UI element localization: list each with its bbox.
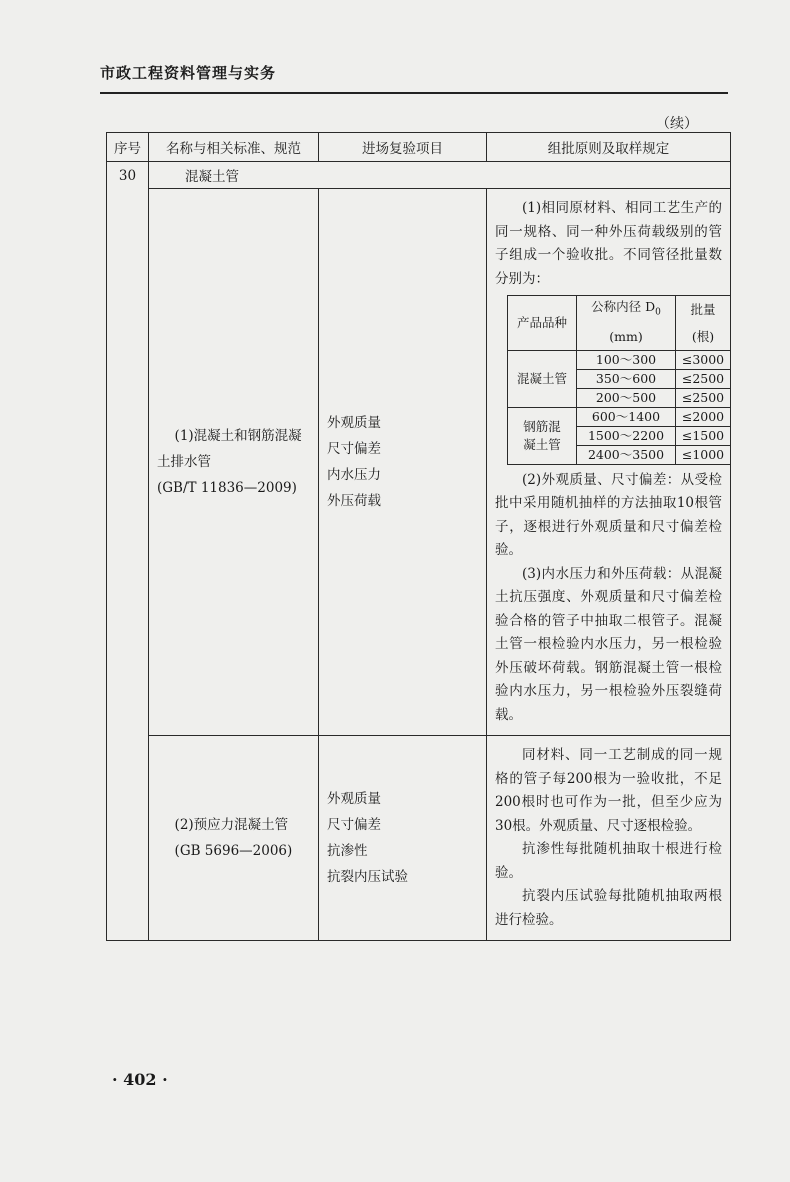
sub-header-unit-mm: (mm) [577, 324, 676, 351]
sub-row: 1500～2200 ≤1500 [508, 426, 731, 445]
running-head: 市政工程资料管理与实务 [100, 64, 277, 82]
sub-row: 200～500 ≤2500 [508, 388, 731, 407]
table-header-row [107, 133, 731, 162]
page-number: · 402 · [112, 1070, 168, 1089]
table-row [107, 736, 731, 941]
col-header-no: 序号 [107, 133, 149, 162]
rule-paragraph: 抗渗性每批随机抽取十根进行检验。 [495, 841, 722, 881]
rule-paragraph: 同材料、同一工艺制成的同一规格的管子每200根为一验收批，不足200根时也可作为一批，但至少应为30根。外观质量、尺寸逐根检验。 [495, 747, 722, 834]
rule-paragraph: (3)内水压力和外压荷载：从混凝土抗压强度、外观质量和尺寸偏差检验合格的管子中抽取二根管子。混凝土管一根检验内水压力，另一根检验外压破坏荷载。钢筋混凝土管一根检验内水压力，另一根检验外压裂缝荷载。 [495, 565, 722, 723]
row-number: 30 [107, 162, 149, 941]
acceptance-table [106, 132, 731, 941]
table-row [107, 162, 731, 189]
sub-header-unit-count: (根) [676, 324, 731, 351]
continued-label: （续） [656, 116, 698, 132]
batch-size-table [507, 295, 731, 465]
sampling-rules-cell [487, 189, 731, 736]
sub-row: 2400～3500 ≤1000 [508, 445, 731, 464]
sub-group-label: 钢筋混凝土管 [508, 407, 577, 464]
rule-paragraph: 抗裂内压试验每批随机抽取两根进行检验。 [495, 888, 722, 928]
recheck-items-cell: 外观质量 尺寸偏差 抗渗性 抗裂内压试验 [319, 736, 487, 941]
col-header-items: 进场复验项目 [319, 133, 487, 162]
sub-row: 350～600 ≤2500 [508, 369, 731, 388]
sub-header-product: 产品品种 [508, 296, 577, 351]
rule-paragraph: (1)相同原材料、相同工艺生产的同一规格、同一种外压荷载级别的管子组成一个验收批。不同管径批量数分别为： [495, 200, 722, 287]
sampling-rules-cell [487, 736, 731, 941]
sub-row: 钢筋混凝土管 600～1400 ≤2000 [508, 407, 731, 426]
sub-row: 混凝土管 100～300 ≤3000 [508, 350, 731, 369]
sub-group-label: 混凝土管 [508, 350, 577, 407]
standard-name-cell: (1)混凝土和钢筋混凝 土排水管 (GB/T 11836—2009) [149, 189, 319, 736]
recheck-items-cell: 外观质量 尺寸偏差 内水压力 外压荷载 [319, 189, 487, 736]
standard-name-cell: (2)预应力混凝土管 (GB 5696—2006) [149, 736, 319, 941]
rule-paragraph: (2)外观质量、尺寸偏差：从受检批中采用随机抽样的方法抽取10根管子，逐根进行外观质量和尺寸偏差检验。 [495, 471, 722, 558]
col-header-name: 名称与相关标准、规范 [149, 133, 319, 162]
col-header-rules: 组批原则及取样规定 [487, 133, 731, 162]
header-rule [100, 92, 728, 94]
table-row [107, 189, 731, 736]
sub-header-diameter: 公称内径 $D_0$ [577, 296, 676, 324]
category-name: 混凝土管 [149, 162, 731, 189]
sub-header-qty: 批量 [676, 296, 731, 324]
